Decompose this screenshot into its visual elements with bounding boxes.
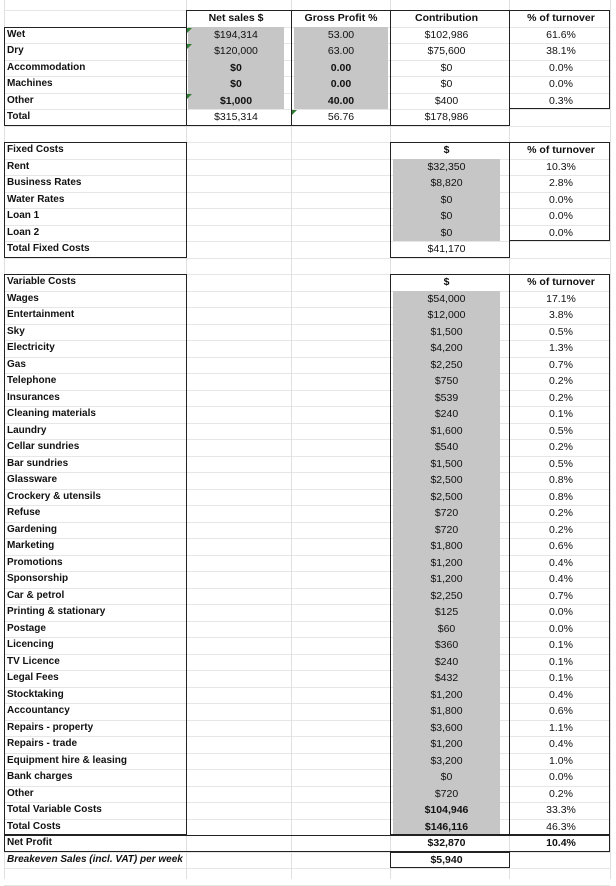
- row-label[interactable]: Total: [7, 111, 31, 122]
- row-label[interactable]: Water Rates: [7, 193, 65, 205]
- comment-marker-icon: [292, 110, 297, 115]
- contribution-header[interactable]: Contribution: [415, 12, 478, 24]
- variable-cost-value[interactable]: $720: [393, 522, 500, 539]
- row-label[interactable]: Business Rates: [7, 177, 82, 188]
- turnover-pct-cell[interactable]: 0.6%: [549, 540, 573, 552]
- turnover-pct-cell[interactable]: 0.2%: [549, 391, 573, 404]
- turnover-pct-cell[interactable]: 0.0%: [549, 78, 573, 90]
- net-sales-total[interactable]: $315,314: [214, 111, 258, 123]
- turnover-pct-cell[interactable]: 33.3%: [546, 804, 576, 816]
- row-label[interactable]: Breakeven Sales (incl. VAT) per week: [7, 853, 183, 865]
- row-label[interactable]: Glassware: [7, 474, 58, 485]
- turnover-pct-cell[interactable]: 38.1%: [546, 45, 576, 57]
- turnover-pct-cell[interactable]: 0.4%: [549, 738, 573, 750]
- turnover-pct-cell[interactable]: 0.7%: [549, 589, 573, 602]
- variable-cost-value[interactable]: $60: [393, 621, 500, 638]
- row-label[interactable]: Machines: [7, 78, 53, 89]
- row-label[interactable]: Repairs - trade: [7, 738, 78, 749]
- turnover-pct-cell[interactable]: 0.2%: [549, 507, 573, 519]
- turnover-pct-cell[interactable]: 0.2%: [549, 523, 573, 536]
- sales-labels-border: [4, 27, 187, 126]
- row-label[interactable]: Rent: [7, 160, 30, 172]
- row-label[interactable]: Total Variable Costs: [7, 804, 102, 815]
- net-sales-header[interactable]: Net sales $: [208, 12, 264, 24]
- row-label[interactable]: Other: [7, 787, 34, 799]
- row-label[interactable]: Repairs - property: [7, 721, 94, 733]
- row-label[interactable]: Refuse: [7, 507, 41, 518]
- gross-profit-border: [291, 10, 391, 126]
- row-label[interactable]: Cellar sundries: [7, 441, 80, 452]
- row-label[interactable]: Bank charges: [7, 771, 73, 782]
- fixed-costs-title[interactable]: Fixed Costs: [7, 144, 64, 155]
- variable-pct-header[interactable]: % of turnover: [527, 276, 595, 288]
- net-sales-border: [186, 10, 292, 126]
- row-label[interactable]: Wages: [7, 292, 39, 304]
- contribution-cell[interactable]: $0: [440, 61, 453, 74]
- turnover-pct-cell[interactable]: 0.2%: [549, 375, 573, 387]
- turnover-pct-cell[interactable]: 0.5%: [549, 457, 573, 470]
- variable-cost-value[interactable]: $1,500: [393, 456, 500, 473]
- variable-cost-value[interactable]: $3,200: [393, 753, 500, 770]
- fixed-cost-value[interactable]: $0: [393, 192, 500, 209]
- row-label[interactable]: Gardening: [7, 523, 58, 535]
- variable-cost-value[interactable]: $125: [393, 604, 500, 621]
- row-label[interactable]: Entertainment: [7, 309, 75, 320]
- turnover-pct-cell[interactable]: 1.3%: [549, 342, 573, 354]
- row-label[interactable]: Sponsorship: [7, 573, 69, 584]
- gross-profit-cell[interactable]: 40.00: [294, 93, 388, 110]
- fixed-cost-value[interactable]: $32,350: [393, 159, 500, 176]
- variable-cost-value[interactable]: $1,500: [393, 324, 500, 341]
- variable-cost-value[interactable]: $12,000: [393, 307, 500, 324]
- row-label[interactable]: Cleaning materials: [7, 408, 96, 419]
- breakeven-row: [4, 852, 610, 869]
- row-label[interactable]: Insurances: [7, 391, 60, 403]
- variable-cost-value[interactable]: $1,800: [393, 703, 500, 720]
- variable-cost-value[interactable]: $750: [393, 373, 500, 390]
- variable-cost-value[interactable]: $1,200: [393, 571, 500, 588]
- variable-cost-value[interactable]: $540: [393, 439, 500, 456]
- net-profit-value[interactable]: $32,870: [427, 837, 466, 849]
- row-label[interactable]: Dry: [7, 45, 24, 56]
- variable-cost-value[interactable]: $2,500: [393, 472, 500, 489]
- row-label[interactable]: TV Licence: [7, 655, 60, 667]
- turnover-pct-cell[interactable]: 61.6%: [546, 28, 576, 41]
- gross-profit-cell[interactable]: 0.00: [294, 60, 388, 77]
- turnover-pct-cell[interactable]: 17.1%: [546, 292, 576, 305]
- comment-marker-icon: [187, 94, 192, 99]
- turnover-pct-cell[interactable]: 0.5%: [549, 424, 573, 437]
- breakeven-value[interactable]: $5,940: [430, 853, 463, 866]
- variable-cost-value[interactable]: $432: [393, 670, 500, 687]
- fixed-pct-header[interactable]: % of turnover: [527, 144, 595, 156]
- variable-cost-value[interactable]: $2,250: [393, 588, 500, 605]
- variable-cost-value[interactable]: $4,200: [393, 340, 500, 357]
- variable-cost-value[interactable]: $240: [393, 654, 500, 671]
- row-label[interactable]: Marketing: [7, 540, 55, 551]
- turnover-pct-cell[interactable]: 1.0%: [549, 754, 573, 767]
- variable-cost-value[interactable]: $2,500: [393, 489, 500, 506]
- variable-cost-value[interactable]: $1,600: [393, 423, 500, 440]
- spreadsheet: [4, 0, 612, 879]
- grid-column-line: [610, 0, 611, 879]
- fixed-cost-value[interactable]: $0: [393, 208, 500, 225]
- fixed-unit-header[interactable]: $: [443, 144, 450, 156]
- turnover-pct-cell[interactable]: 0.8%: [549, 490, 573, 503]
- variable-cost-value[interactable]: $1,200: [393, 555, 500, 572]
- comment-marker-icon: [187, 28, 192, 33]
- contribution-total[interactable]: $178,986: [424, 111, 469, 123]
- net-sales-cell[interactable]: $0: [188, 76, 284, 93]
- turnover-pct-cell[interactable]: 0.0%: [549, 193, 573, 206]
- turnover-pct-cell[interactable]: 0.0%: [549, 606, 573, 618]
- variable-cost-value[interactable]: $3,600: [393, 720, 500, 737]
- total-costs-value[interactable]: $146,116: [393, 819, 500, 836]
- gross-profit-cell[interactable]: 53.00: [294, 27, 388, 44]
- turnover-pct-cell[interactable]: 0.0%: [549, 61, 573, 74]
- row-label[interactable]: Promotions: [7, 556, 63, 568]
- variable-cost-value[interactable]: $539: [393, 390, 500, 407]
- row-label[interactable]: Electricity: [7, 342, 55, 353]
- row-label[interactable]: Loan 1: [7, 210, 40, 221]
- turnover-pct-cell[interactable]: 0.0%: [549, 771, 573, 783]
- turnover-pct-cell[interactable]: 3.8%: [549, 309, 573, 321]
- row-label[interactable]: Postage: [7, 622, 46, 634]
- net-profit-border: [4, 835, 610, 852]
- total-variable-value[interactable]: $104,946: [393, 802, 500, 819]
- row-label[interactable]: Net Profit: [7, 837, 52, 848]
- variable-cost-value[interactable]: $1,800: [393, 538, 500, 555]
- row-label[interactable]: Sky: [7, 325, 25, 337]
- variable-cost-value[interactable]: $720: [393, 786, 500, 803]
- fixed-cost-value[interactable]: $8,820: [393, 175, 500, 192]
- turnover-pct-cell[interactable]: 0.8%: [549, 474, 573, 486]
- turnover-pct-cell[interactable]: 2.8%: [549, 177, 573, 189]
- grid-row-line: [4, 885, 610, 886]
- fixed-values-border: [390, 142, 510, 258]
- turnover-pct-cell[interactable]: 0.4%: [549, 573, 573, 585]
- turnover-pct-cell[interactable]: 0.1%: [549, 672, 573, 684]
- variable-cost-value[interactable]: $0: [393, 769, 500, 786]
- net-sales-cell[interactable]: $194,314: [188, 27, 284, 44]
- breakeven-border: [390, 852, 510, 869]
- contribution-cell[interactable]: $400: [434, 94, 459, 107]
- row-label[interactable]: Telephone: [7, 375, 57, 386]
- contribution-cell[interactable]: $75,600: [427, 45, 466, 57]
- turnover-pct-cell[interactable]: 1.1%: [549, 721, 573, 734]
- variable-cost-value[interactable]: $54,000: [393, 291, 500, 308]
- turnover-pct-cell[interactable]: 0.6%: [549, 705, 573, 717]
- turnover-pct-cell[interactable]: 0.0%: [549, 622, 573, 635]
- row-label[interactable]: Stocktaking: [7, 688, 64, 700]
- gross-profit-cell[interactable]: 0.00: [294, 76, 388, 93]
- row-label[interactable]: Total Fixed Costs: [7, 243, 90, 254]
- turnover-pct-cell[interactable]: 0.2%: [549, 787, 573, 800]
- variable-cost-value[interactable]: $360: [393, 637, 500, 654]
- turnover-pct-cell[interactable]: 0.7%: [549, 358, 573, 371]
- fixed-total-value[interactable]: $41,170: [427, 243, 466, 255]
- row-label[interactable]: Loan 2: [7, 226, 40, 238]
- variable-pct-border: [509, 274, 610, 835]
- grid-row-line: [4, 868, 610, 869]
- variable-cost-value[interactable]: $240: [393, 406, 500, 423]
- turnover-pct-cell[interactable]: 46.3%: [546, 820, 576, 833]
- turnover-pct-cell[interactable]: 0.0%: [549, 226, 573, 239]
- contribution-border: [390, 10, 510, 126]
- net-sales-cell[interactable]: $1,000: [188, 93, 284, 110]
- net-sales-cell[interactable]: $120,000: [188, 43, 284, 60]
- turnover-pct-cell[interactable]: 0.0%: [549, 210, 573, 222]
- turnover-pct-header[interactable]: % of turnover: [527, 12, 595, 24]
- row-label[interactable]: Gas: [7, 358, 26, 370]
- row-label[interactable]: Legal Fees: [7, 672, 59, 683]
- turnover-pct-cell[interactable]: 10.3%: [546, 160, 576, 173]
- contribution-cell[interactable]: $102,986: [424, 28, 469, 41]
- row-label[interactable]: Laundry: [7, 424, 47, 436]
- row-label[interactable]: Total Costs: [7, 820, 61, 832]
- row-label[interactable]: Wet: [7, 28, 26, 40]
- turnover-border: [509, 10, 610, 109]
- row-label[interactable]: Other: [7, 94, 34, 106]
- turnover-pct-cell[interactable]: 0.4%: [549, 556, 573, 569]
- variable-costs-title[interactable]: Variable Costs: [7, 276, 76, 287]
- gross-profit-total[interactable]: 56.76: [327, 111, 355, 123]
- variable-cost-value[interactable]: $1,200: [393, 736, 500, 753]
- variable-unit-header[interactable]: $: [443, 276, 450, 288]
- row-label[interactable]: Crockery & utensils: [7, 490, 101, 502]
- row-label[interactable]: Equipment hire & leasing: [7, 754, 128, 766]
- row-label[interactable]: Printing & stationary: [7, 606, 106, 617]
- contribution-cell[interactable]: $0: [440, 78, 453, 90]
- gross-profit-header[interactable]: Gross Profit %: [304, 12, 378, 24]
- row-label[interactable]: Accountancy: [7, 705, 70, 716]
- turnover-pct-cell[interactable]: 0.1%: [549, 639, 573, 651]
- row-label[interactable]: Accommodation: [7, 61, 86, 73]
- turnover-pct-cell[interactable]: 0.5%: [549, 325, 573, 338]
- net-sales-cell[interactable]: $0: [188, 60, 284, 77]
- variable-cost-value[interactable]: $720: [393, 505, 500, 522]
- turnover-pct-cell[interactable]: 0.1%: [549, 655, 573, 668]
- comment-marker-icon: [187, 44, 192, 49]
- variable-labels-border: [4, 274, 187, 835]
- grid-row-line: [4, 258, 610, 259]
- variable-values-border: [390, 274, 510, 835]
- fixed-pct-border: [509, 142, 610, 241]
- net-profit-pct[interactable]: 10.4%: [546, 837, 576, 849]
- variable-cost-value[interactable]: $2,250: [393, 357, 500, 374]
- variable-cost-value[interactable]: $1,200: [393, 687, 500, 704]
- turnover-pct-cell[interactable]: 0.4%: [549, 688, 573, 701]
- gross-profit-cell[interactable]: 63.00: [294, 43, 388, 60]
- turnover-pct-cell[interactable]: 0.1%: [549, 408, 573, 420]
- row-label[interactable]: Licencing: [7, 639, 54, 650]
- row-label[interactable]: Bar sundries: [7, 457, 69, 469]
- row-label[interactable]: Car & petrol: [7, 589, 65, 601]
- turnover-pct-cell[interactable]: 0.3%: [549, 94, 573, 107]
- fixed-labels-border: [4, 142, 187, 258]
- turnover-pct-cell[interactable]: 0.2%: [549, 441, 573, 453]
- fixed-cost-value[interactable]: $0: [393, 225, 500, 242]
- grid-row-line: [4, 126, 610, 127]
